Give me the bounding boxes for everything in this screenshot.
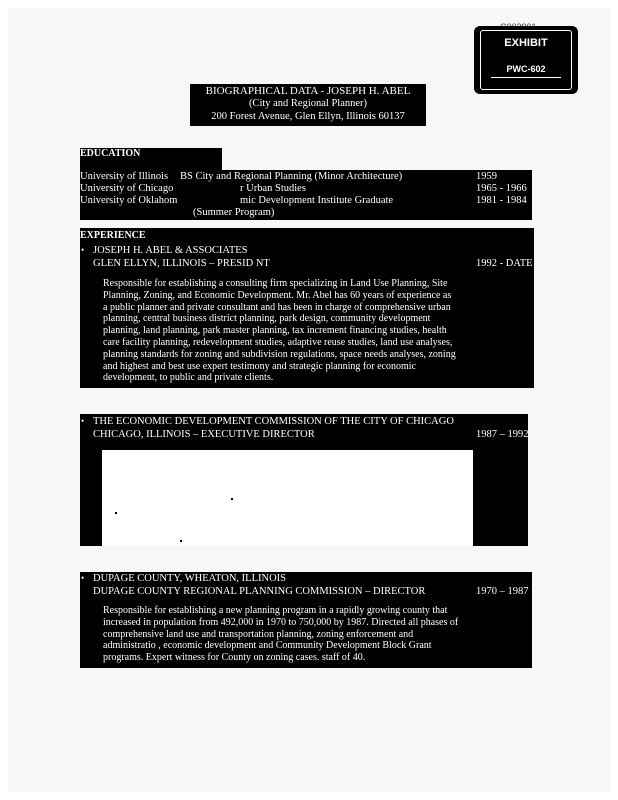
experience-role: CHICAGO, ILLINOIS – EXECUTIVE DIRECTOR [93,429,315,440]
experience-org: DUPAGE COUNTY, WHEATON, ILLINOIS [93,573,286,584]
education-years: 1981 - 1984 [476,195,527,206]
description-line: and highest and best use expert testimony and strategic planning for economic [103,360,416,372]
description-line: care facility planning, redevelopment studies, adaptive reuse studies, land use analyses, [103,336,453,348]
exhibit-label: EXHIBIT [504,37,548,49]
description-line: Responsible for establishing a new planning program in a rapidly growing county that [103,605,448,616]
bullet-icon: • [81,573,85,583]
speck [115,512,117,514]
experience-years: 1987 – 1992 [476,429,529,440]
education-heading: EDUCATION [80,148,141,159]
document-title: BIOGRAPHICAL DATA - JOSEPH H. ABEL [205,85,411,97]
redacted-white-area [102,450,473,546]
description-line: comprehensive land use and transportation planning, zoning enforcement and [103,628,414,640]
experience-role: DUPAGE COUNTY REGIONAL PLANNING COMMISSION – DIRECTOR [93,586,426,597]
education-years: 1959 [476,171,497,182]
description-line: administratio , economic development and Community Development Block Grant [103,640,432,652]
experience-description [103,605,475,664]
exhibit-underline [491,77,561,78]
education-degree: BS City and Regional Planning (Minor Architecture) [180,171,403,182]
description-line: planning standards for zoning and subdivision regulations, space needs analyses, zoning [103,348,456,360]
education-note: (Summer Program) [193,207,275,218]
document-subtitle: (City and Regional Planner) [248,98,368,109]
education-degree: r Urban Studies [240,183,306,194]
exhibit-number: PWC-602 [506,64,546,74]
exhibit-stamp [474,26,578,94]
description-line: planning, central business district planning, park design, community development [103,313,431,325]
description-line: development, to public and private clients. [103,372,274,384]
education-degree: mic Development Institute Graduate [240,195,394,206]
experience-org: JOSEPH H. ABEL & ASSOCIATES [93,245,248,256]
experience-role: GLEN ELLYN, ILLINOIS – PRESID NT [93,258,270,269]
description-line: Responsible for establishing a consulting firm specializing in Land Use Planning, Site [103,278,448,289]
bullet-icon: • [81,245,85,255]
education-school: University of Oklahom [80,195,178,206]
experience-years: 1992 - DATE [476,258,533,269]
document-address: 200 Forest Avenue, Glen Ellyn, Illinois 60137 [211,111,405,122]
experience-heading: EXPERIENCE [80,230,146,241]
description-line: a public planner and private consultant and has been in charge of comprehensive urban [103,301,451,313]
description-line: planning, land planning, park master planning, tax increment financing studies, health [103,325,447,337]
speck [180,540,182,542]
education-years: 1965 - 1966 [476,183,527,194]
description-line: Planning, Zoning, and Economic Development. Mr. Abel has 60 years of experience as [103,289,452,301]
experience-org: THE ECONOMIC DEVELOPMENT COMMISSION OF THE CITY OF CHICAGO [93,416,454,427]
experience-description [103,278,475,384]
experience-years: 1970 – 1987 [476,586,529,597]
education-school: University of Chicago [80,183,174,194]
education-school: University of Illinois [80,171,169,182]
description-line: programs. Expert witness for County on zoning cases. staff of 40. [103,652,366,664]
speck [231,498,233,500]
description-line: increased in population from 492,000 in 1970 to 750,000 by 1987. Directed all phases of [103,616,459,628]
bullet-icon: • [81,416,85,426]
